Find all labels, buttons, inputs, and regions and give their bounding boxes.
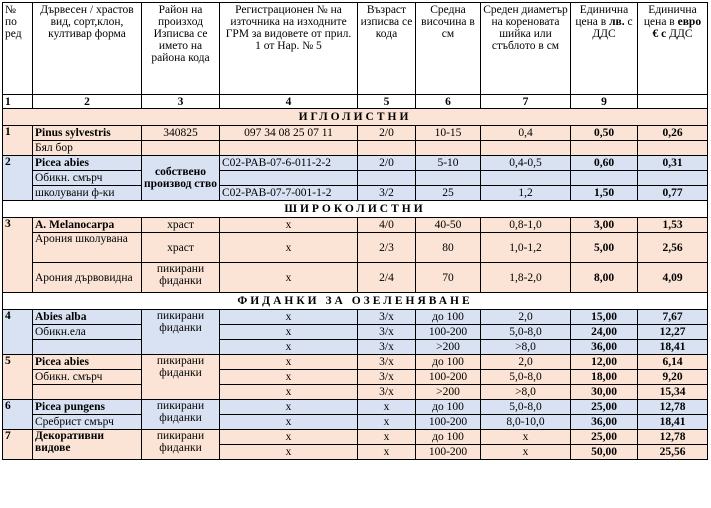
diameter-value: >8,0	[481, 340, 571, 355]
price-eur: 6,14	[638, 355, 708, 370]
region-code: храст	[142, 218, 220, 233]
table-row	[3, 233, 708, 263]
registration-no: x	[220, 400, 358, 415]
registration-no: x	[220, 430, 358, 445]
diameter-value: 8,0-10,0	[481, 415, 571, 430]
height-value: до 100	[416, 430, 481, 445]
col-num: 3	[142, 95, 220, 109]
age-code: 3/x	[358, 385, 416, 400]
age-code: x	[358, 445, 416, 460]
age-code: x	[358, 415, 416, 430]
height-value: до 100	[416, 400, 481, 415]
col-num: 9	[571, 95, 638, 109]
price-eur: 12,27	[638, 325, 708, 340]
row-number: 5	[3, 355, 33, 400]
table-row	[3, 415, 708, 430]
price-lv: 36,00	[571, 340, 638, 355]
registration-no: x	[220, 310, 358, 325]
row-number: 1	[3, 126, 33, 156]
table-row	[3, 156, 708, 171]
registration-no: x	[220, 370, 358, 385]
species-name: Арония школувана	[33, 233, 142, 263]
diameter-value: 1,2	[481, 186, 571, 201]
section-title: ИГЛОЛИСТНИ	[3, 109, 708, 126]
diameter-value: 2,0	[481, 355, 571, 370]
diameter-value: x	[481, 445, 571, 460]
row-number: 7	[3, 430, 33, 460]
section-landscaping	[3, 293, 708, 310]
col-num: 4	[220, 95, 358, 109]
registration-no: x	[220, 385, 358, 400]
header-price-lv: Единична цена в лв. с ДДС	[571, 3, 638, 95]
price-eur: 18,41	[638, 340, 708, 355]
region-code: собствено производ ство	[142, 156, 220, 201]
header-row	[3, 3, 708, 95]
height-value: 100-200	[416, 370, 481, 385]
common-name: Обикн. смърч	[33, 370, 142, 385]
price-lv: 1,50	[571, 186, 638, 201]
age-code: 3/2	[358, 186, 416, 201]
price-table	[2, 2, 708, 460]
price-eur: 4,09	[638, 263, 708, 293]
age-code: 4/0	[358, 218, 416, 233]
diameter-value: 2,0	[481, 310, 571, 325]
table-row	[3, 263, 708, 293]
price-lv: 18,00	[571, 370, 638, 385]
height-value: 25	[416, 186, 481, 201]
section-title: ФИДАНКИ ЗА ОЗЕЛЕНЯВАНЕ	[3, 293, 708, 310]
height-value: >200	[416, 385, 481, 400]
row-number: 2	[3, 156, 33, 201]
price-lv: 3,00	[571, 218, 638, 233]
registration-no: x	[220, 445, 358, 460]
price-lv: 24,00	[571, 325, 638, 340]
age-code: 2/4	[358, 263, 416, 293]
header-no: № по ред	[3, 3, 33, 95]
row-number: 6	[3, 400, 33, 430]
price-eur: 15,34	[638, 385, 708, 400]
registration-no: x	[220, 325, 358, 340]
header-region: Район на произход Изписва се името на района кода	[142, 3, 220, 95]
age-code: 3/x	[358, 340, 416, 355]
diameter-value: >8,0	[481, 385, 571, 400]
diameter-value: 5,0-8,0	[481, 325, 571, 340]
diameter-value: 5,0-8,0	[481, 370, 571, 385]
price-lv: 25,00	[571, 430, 638, 445]
price-eur: 7,67	[638, 310, 708, 325]
table-row	[3, 325, 708, 340]
species-name: Pinus sylvestris	[33, 126, 142, 141]
age-code: 3/x	[358, 355, 416, 370]
row-number: 3	[3, 218, 33, 293]
col-num: 1	[3, 95, 33, 109]
section-deciduous	[3, 201, 708, 218]
price-eur: 2,56	[638, 233, 708, 263]
header-diameter: Среден диаметър на кореновата шийка или стъблото в см	[481, 3, 571, 95]
col-num: 2	[33, 95, 142, 109]
registration-no: C02-PAB-07-7-001-1-2	[220, 186, 358, 201]
table-row	[3, 430, 708, 445]
age-code: 3/x	[358, 310, 416, 325]
species-name: Abies alba	[33, 310, 142, 325]
diameter-value: x	[481, 430, 571, 445]
table-row	[3, 171, 708, 186]
diameter-value: 0,4-0,5	[481, 156, 571, 171]
species-name: Декоративни видове	[33, 430, 142, 460]
price-lv: 0,60	[571, 156, 638, 171]
height-value: 100-200	[416, 445, 481, 460]
registration-no: x	[220, 415, 358, 430]
region-code: пикирани фиданки	[142, 263, 220, 293]
age-code: 2/0	[358, 126, 416, 141]
header-height: Средна височина в см	[416, 3, 481, 95]
table-row	[3, 310, 708, 325]
age-code: x	[358, 400, 416, 415]
height-value: до 100	[416, 355, 481, 370]
species-name: A. Melanocarpa	[33, 218, 142, 233]
price-eur: 18,41	[638, 415, 708, 430]
species-name: Picea abies	[33, 156, 142, 171]
diameter-value: 1,8-2,0	[481, 263, 571, 293]
col-num: 6	[416, 95, 481, 109]
age-code: 3/x	[358, 325, 416, 340]
table-row	[3, 370, 708, 385]
diameter-value: 5,0-8,0	[481, 400, 571, 415]
common-name: школувани ф-ки	[33, 186, 142, 201]
common-name: Обикн. смърч	[33, 171, 142, 186]
table-row	[3, 218, 708, 233]
price-lv: 12,00	[571, 355, 638, 370]
price-eur: 0,26	[638, 126, 708, 141]
price-lv: 30,00	[571, 385, 638, 400]
col-num: 7	[481, 95, 571, 109]
height-value: 100-200	[416, 415, 481, 430]
diameter-value: 1,0-1,2	[481, 233, 571, 263]
common-name: Сребрист смърч	[33, 415, 142, 430]
registration-no: x	[220, 263, 358, 293]
age-code: x	[358, 430, 416, 445]
price-eur: 0,77	[638, 186, 708, 201]
price-eur: 1,53	[638, 218, 708, 233]
registration-no: x	[220, 340, 358, 355]
row-number: 4	[3, 310, 33, 355]
table-row	[3, 126, 708, 141]
price-eur: 0,31	[638, 156, 708, 171]
table-row	[3, 141, 708, 156]
species-name: Арония дървовидна	[33, 263, 142, 293]
header-species: Дървесен / храстов вид, сорт,клон, култивар форма	[33, 3, 142, 95]
region-code: пикирани фиданки	[142, 400, 220, 430]
height-value: 80	[416, 233, 481, 263]
table-row	[3, 355, 708, 370]
price-lv: 0,50	[571, 126, 638, 141]
region-code: пикирани фиданки	[142, 310, 220, 355]
price-eur: 12,78	[638, 430, 708, 445]
col-num: 5	[358, 95, 416, 109]
age-code: 2/0	[358, 156, 416, 171]
header-age: Възраст изписва се кода	[358, 3, 416, 95]
section-title: ШИРОКОЛИСТНИ	[3, 201, 708, 218]
species-name: Picea pungens	[33, 400, 142, 415]
region-code: 340825	[142, 126, 220, 141]
section-coniferous	[3, 109, 708, 126]
table-row	[3, 400, 708, 415]
table-row	[3, 186, 708, 201]
column-number-row	[3, 95, 708, 109]
diameter-value: 0,8-1,0	[481, 218, 571, 233]
height-value: 70	[416, 263, 481, 293]
age-code: 3/x	[358, 370, 416, 385]
species-name: Picea abies	[33, 355, 142, 370]
height-value: до 100	[416, 310, 481, 325]
price-lv: 8,00	[571, 263, 638, 293]
col-num	[638, 95, 708, 109]
price-lv: 36,00	[571, 415, 638, 430]
registration-no: C02-PAB-07-6-011-2-2	[220, 156, 358, 171]
price-lv: 50,00	[571, 445, 638, 460]
age-code: 2/3	[358, 233, 416, 263]
table-row	[3, 340, 708, 355]
height-value: 100-200	[416, 325, 481, 340]
common-name: Бял бор	[33, 141, 142, 156]
price-lv: 5,00	[571, 233, 638, 263]
price-eur: 9,20	[638, 370, 708, 385]
height-value: >200	[416, 340, 481, 355]
price-eur: 12,78	[638, 400, 708, 415]
common-name: Обикн.ела	[33, 325, 142, 340]
registration-no: x	[220, 355, 358, 370]
registration-no: x	[220, 218, 358, 233]
height-value: 5-10	[416, 156, 481, 171]
region-code: пикирани фиданки	[142, 430, 220, 460]
price-lv: 15,00	[571, 310, 638, 325]
price-lv: 25,00	[571, 400, 638, 415]
registration-no: 097 34 08 25 07 11	[220, 126, 358, 141]
registration-no: x	[220, 233, 358, 263]
header-registration: Регистрационен № на източника на изходните ГРМ за видовете от прил. 1 от Нар. № 5	[220, 3, 358, 95]
height-value: 40-50	[416, 218, 481, 233]
table-row	[3, 385, 708, 400]
region-code: пикирани фиданки	[142, 355, 220, 400]
price-eur: 25,56	[638, 445, 708, 460]
height-value: 10-15	[416, 126, 481, 141]
region-code: храст	[142, 233, 220, 263]
diameter-value: 0,4	[481, 126, 571, 141]
header-price-eur: Единична цена в евро € с ДДС	[638, 3, 708, 95]
